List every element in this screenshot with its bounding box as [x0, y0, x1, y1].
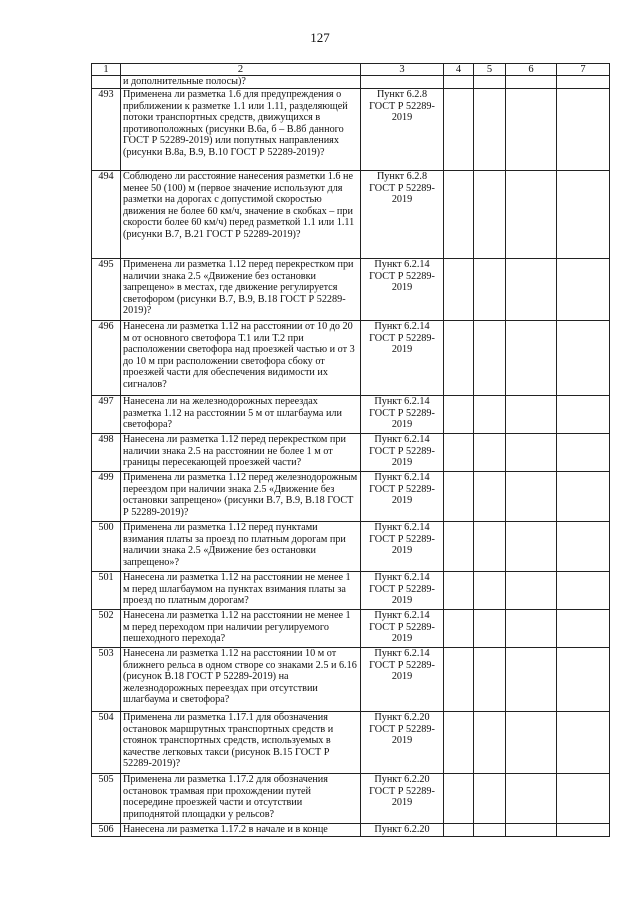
cell-col6: [506, 824, 557, 837]
cell-col4: [444, 171, 474, 259]
row-question: Нанесена ли разметка 1.12 на расстоянии 10 м от ближнего рельса в одном створе со знаками 2.5 и 6.16 (рисунок В.18 ГОСТ Р 52289-2019) на железнодорожных переездах при отсутствии шлагбаума и светофора?: [121, 648, 361, 712]
table-row: [92, 824, 610, 837]
continuation-row: [92, 76, 610, 89]
cell-col6: [506, 396, 557, 434]
cell-col5: [474, 171, 506, 259]
cell-col6: [506, 434, 557, 472]
row-reference: Пункт 6.2.20 ГОСТ Р 52289-2019: [361, 712, 444, 774]
cell-col7: [557, 472, 610, 522]
cell-col4: [444, 774, 474, 824]
cell-col5: [474, 712, 506, 774]
cell-col4: [444, 824, 474, 837]
cell-col6: [506, 610, 557, 648]
col-header-4: 4: [444, 64, 474, 76]
row-question: Нанесена ли разметка 1.12 на расстоянии от 10 до 20 м от основного светофора Т.1 или Т.2 при расположении светофора над проезжей частью и от 3 до 10 м при расположении светофора сбоку от проезжей части для обеспечения видимости их сигналов?: [121, 321, 361, 396]
table-row: [92, 572, 610, 610]
table-row: [92, 89, 610, 171]
cell-col7: [557, 171, 610, 259]
row-question: Соблюдено ли расстояние нанесения разметки 1.6 не менее 50 (100) м (первое значение используют для разметки на дорогах с допустимой скоростью движения не более 60 км/ч, значение в скобках – при скорости более 60 км/ч) перед разметкой 1.1 или 1.11 (рисунки В.7, В.21 ГОСТ Р 52289-2019)?: [121, 171, 361, 259]
row-number: 503: [92, 648, 121, 712]
row-number: 506: [92, 824, 121, 837]
cell-col4: [444, 89, 474, 171]
cell-col7: [557, 89, 610, 171]
row-reference: Пункт 6.2.14 ГОСТ Р 52289-2019: [361, 434, 444, 472]
cell-col6: [506, 774, 557, 824]
cell-col7: [557, 522, 610, 572]
row-reference: Пункт 6.2.14 ГОСТ Р 52289-2019: [361, 648, 444, 712]
row-number: 498: [92, 434, 121, 472]
table-row: [92, 472, 610, 522]
cell-col6: [506, 648, 557, 712]
row-reference: Пункт 6.2.14 ГОСТ Р 52289-2019: [361, 321, 444, 396]
header-row: [92, 64, 610, 76]
row-question: Нанесена ли разметка 1.17.2 в начале и в конце: [121, 824, 361, 837]
row-question: Применена ли разметка 1.12 перед железнодорожным переездом при наличии знака 2.5 «Движение без остановки запрещено» (рисунки В.7, В.9, В.18 ГОСТ Р 52289-2019)?: [121, 472, 361, 522]
cell-col7: [557, 648, 610, 712]
table-row: [92, 712, 610, 774]
cell-col5: [474, 572, 506, 610]
table-row: [92, 522, 610, 572]
row-number: 496: [92, 321, 121, 396]
checklist-table: [91, 63, 610, 837]
row-reference: Пункт 6.2.14 ГОСТ Р 52289-2019: [361, 522, 444, 572]
cell-col6: [506, 472, 557, 522]
row-question: Применена ли разметка 1.17.1 для обозначения остановок маршрутных транспортных средств и стоянок транспортных средств, используемых в качестве легковых такси (рисунок В.15 ГОСТ Р 52289-2019)?: [121, 712, 361, 774]
table-row: [92, 396, 610, 434]
row-number: 497: [92, 396, 121, 434]
cell-col5: [474, 824, 506, 837]
cell-col7: [557, 610, 610, 648]
col-header-2: 2: [121, 64, 361, 76]
cell-col7: [557, 712, 610, 774]
table-row: [92, 171, 610, 259]
cell-col5: [474, 774, 506, 824]
row-question: Нанесена ли на железнодорожных переездах разметка 1.12 на расстоянии 5 м от шлагбаума или светофора?: [121, 396, 361, 434]
row-reference: Пункт 6.2.8 ГОСТ Р 52289-2019: [361, 171, 444, 259]
cell-col5: [474, 472, 506, 522]
cell-col7: [557, 321, 610, 396]
row-number: 495: [92, 259, 121, 321]
row-reference: Пункт 6.2.14 ГОСТ Р 52289-2019: [361, 396, 444, 434]
page-number: 127: [310, 30, 330, 45]
continuation-text: и дополнительные полосы)?: [121, 76, 361, 89]
cell-col7: [557, 572, 610, 610]
table-row: [92, 321, 610, 396]
cell-col6: [506, 712, 557, 774]
cell-col4: [444, 572, 474, 610]
cell-col5: [474, 610, 506, 648]
cell-col5: [474, 89, 506, 171]
table-row: [92, 434, 610, 472]
cell-col5: [474, 321, 506, 396]
table-row: [92, 259, 610, 321]
cell-col6: [506, 321, 557, 396]
cell-col5: [474, 648, 506, 712]
table-row: [92, 610, 610, 648]
cell-col7: [557, 434, 610, 472]
cell-col4: [444, 396, 474, 434]
cell-col4: [444, 648, 474, 712]
row-question: Нанесена ли разметка 1.12 на расстоянии не менее 1 м перед шлагбаумом на пунктах взимания платы за проезд по платным дорогам?: [121, 572, 361, 610]
row-reference: Пункт 6.2.14 ГОСТ Р 52289-2019: [361, 572, 444, 610]
cell-col4: [444, 259, 474, 321]
row-reference: Пункт 6.2.20 ГОСТ Р 52289-2019: [361, 774, 444, 824]
row-question: Применена ли разметка 1.6 для предупреждения о приближении к разметке 1.1 или 1.11, разделяющей потоки транспортных средств, движущихся в противоположных (рисунки В.6а, б – В.8б данного ГОСТ Р 52289-2019) или попутных направлениях (рисунки В.8а, В.9, В.10 ГОСТ Р 52289-2019)?: [121, 89, 361, 171]
cell-col5: [474, 396, 506, 434]
cell-col5: [474, 434, 506, 472]
cell-col4: [444, 610, 474, 648]
table-row: [92, 774, 610, 824]
cell-col7: [557, 396, 610, 434]
col-header-6: 6: [506, 64, 557, 76]
table-row: [92, 648, 610, 712]
cell-col7: [557, 774, 610, 824]
cell-col5: [474, 522, 506, 572]
row-question: Применена ли разметка 1.12 перед пунктами взимания платы за проезд по платным дорогам при наличии знака 2.5 «Движение без остановки запрещено»?: [121, 522, 361, 572]
row-number: 501: [92, 572, 121, 610]
row-number: 504: [92, 712, 121, 774]
row-reference: Пункт 6.2.20: [361, 824, 444, 837]
row-reference: Пункт 6.2.14 ГОСТ Р 52289-2019: [361, 610, 444, 648]
cell-col6: [506, 89, 557, 171]
row-number: 502: [92, 610, 121, 648]
col-header-7: 7: [557, 64, 610, 76]
cell-col4: [444, 472, 474, 522]
cell-col4: [444, 321, 474, 396]
cell-col7: [557, 259, 610, 321]
row-number: 499: [92, 472, 121, 522]
cell-col6: [506, 522, 557, 572]
row-number: 505: [92, 774, 121, 824]
row-number: 493: [92, 89, 121, 171]
row-number: 500: [92, 522, 121, 572]
row-reference: Пункт 6.2.14 ГОСТ Р 52289-2019: [361, 472, 444, 522]
cell-col6: [506, 572, 557, 610]
cell-col4: [444, 522, 474, 572]
col-header-1: 1: [92, 64, 121, 76]
cell-col4: [444, 712, 474, 774]
row-number: 494: [92, 171, 121, 259]
cell-col6: [506, 259, 557, 321]
cell-col7: [557, 824, 610, 837]
row-reference: Пункт 6.2.14 ГОСТ Р 52289-2019: [361, 259, 444, 321]
col-header-5: 5: [474, 64, 506, 76]
cell-col5: [474, 259, 506, 321]
row-question: Нанесена ли разметка 1.12 на расстоянии не менее 1 м перед переходом при наличии регулируемого пешеходного перехода?: [121, 610, 361, 648]
row-question: Применена ли разметка 1.17.2 для обозначения остановок трамвая при прохождении путей посередине проезжей части и отсутствии приподнятой площадки у рельсов?: [121, 774, 361, 824]
col-header-3: 3: [361, 64, 444, 76]
row-question: Нанесена ли разметка 1.12 перед перекрестком при наличии знака 2.5 на расстоянии не более 1 м от границы пересекающей проезжей части?: [121, 434, 361, 472]
cell-col6: [506, 171, 557, 259]
cell-col4: [444, 434, 474, 472]
row-question: Применена ли разметка 1.12 перед перекрестком при наличии знака 2.5 «Движение без остановки запрещено» в местах, где движение регулируется светофором (рисунки В.7, В.9, В.18 ГОСТ Р 52289-2019)?: [121, 259, 361, 321]
row-reference: Пункт 6.2.8 ГОСТ Р 52289-2019: [361, 89, 444, 171]
